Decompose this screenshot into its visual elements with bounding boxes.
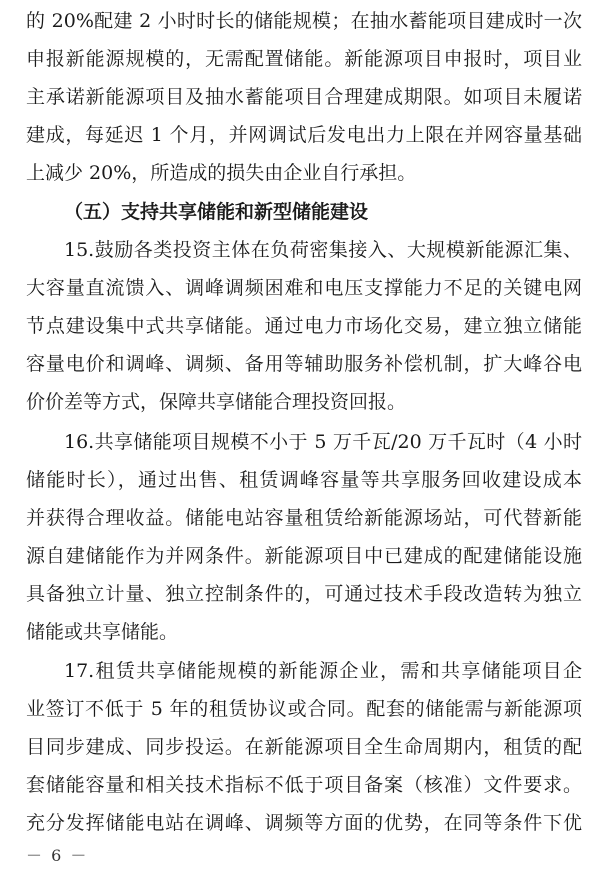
text-line: 储能时长），通过出售、租赁调峰容量等共享服务回收建设成本	[26, 469, 582, 491]
text-line: 申报新能源规模的，无需配置储能。新能源项目申报时，项目业	[26, 48, 582, 70]
text-line: 并获得合理收益。储能电站容量租赁给新能源场站，可代替新能	[26, 507, 582, 529]
text-line: 具备独立计量、独立控制条件的，可通过技术手段改造转为独立	[26, 583, 582, 605]
text-line: 业签订不低于 5 年的租赁协议或合同。配套的储能需与新能源项	[26, 698, 582, 720]
paragraph-start-line: 17.租赁共享储能规模的新能源企业，需和共享储能项目企	[64, 660, 582, 682]
text-line: 储能或共享储能。	[26, 621, 179, 643]
paragraph-start-line: 15.鼓励各类投资主体在负荷密集接入、大规模新能源汇集、	[64, 239, 582, 261]
text-line: 建成，每延迟 1 个月，并网调试后发电出力上限在并网容量基础	[26, 124, 582, 146]
text-line: 目同步建成、同步投运。在新能源项目全生命周期内，租赁的配	[26, 736, 582, 758]
text-line: 价价差等方式，保障共享储能合理投资回报。	[26, 391, 407, 413]
section-heading: （五）支持共享储能和新型储能建设	[64, 201, 369, 223]
text-line: 套储能容量和相关技术指标不低于项目备案（核准）文件要求。	[26, 774, 582, 796]
text-line: 充分发挥储能电站在调峰、调频等方面的优势，在同等条件下优	[26, 812, 582, 834]
text-line: 容量电价和调峰、调频、备用等辅助服务补偿机制，扩大峰谷电	[26, 353, 582, 375]
text-line: 源自建储能作为并网条件。新能源项目中已建成的配建储能设施	[26, 545, 582, 567]
text-line: 主承诺新能源项目及抽水蓄能项目合理建成期限。如项目未履诺	[26, 86, 582, 108]
text-line: 大容量直流馈入、调峰调频困难和电压支撑能力不足的关键电网	[26, 277, 582, 299]
text-line: 上减少 20%，所造成的损失由企业自行承担。	[26, 162, 417, 184]
text-line: 的 20%配建 2 小时时长的储能规模；在抽水蓄能项目建成时一次	[26, 10, 582, 32]
page-number: － 6 －	[26, 846, 89, 865]
text-line: 节点建设集中式共享储能。通过电力市场化交易，建立独立储能	[26, 315, 582, 337]
paragraph-start-line: 16.共享储能项目规模不小于 5 万千瓦/20 万千瓦时（4 小时	[64, 431, 582, 453]
